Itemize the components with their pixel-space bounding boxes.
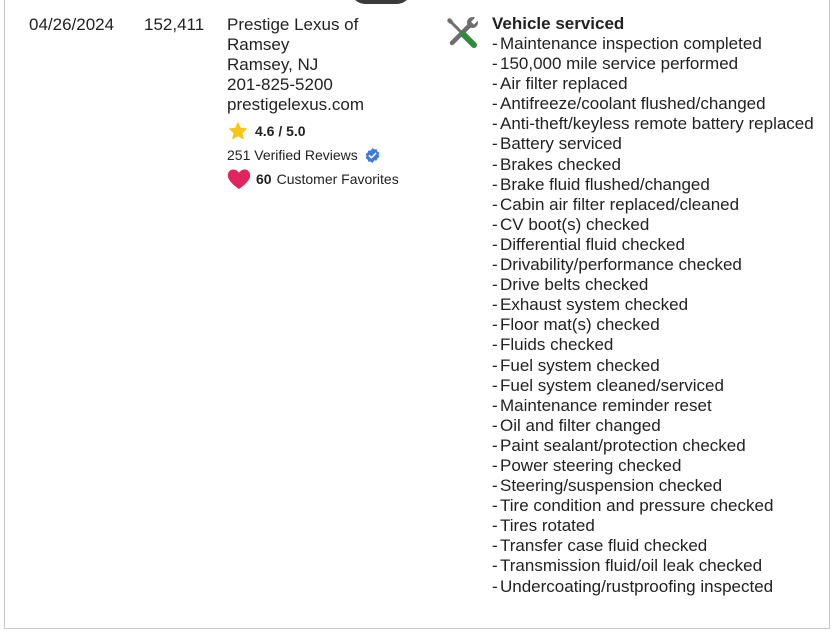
star-icon [227, 120, 249, 142]
service-item [492, 516, 832, 536]
service-item-dash: - [492, 94, 498, 114]
service-item-text: CV boot(s) checked [500, 214, 650, 234]
service-item-text: Anti-theft/keyless remote battery replaced [500, 114, 814, 134]
service-item [492, 255, 832, 275]
service-item-dash: - [492, 234, 498, 254]
service-item-dash: - [492, 114, 498, 134]
favorites-count: 60 [256, 171, 272, 187]
service-item-dash: - [492, 355, 498, 375]
service-item-text: Maintenance inspection completed [500, 34, 762, 53]
service-date: 04/26/2024 [29, 15, 115, 34]
shop-phone[interactable]: 201-825-5200 [227, 75, 333, 94]
service-item-dash: - [492, 154, 498, 174]
shop-rating: 4.6 / 5.0 [255, 123, 306, 139]
service-item-text: Exhaust system checked [500, 295, 689, 315]
service-item [492, 556, 832, 576]
wrench-screwdriver-icon [445, 16, 479, 50]
service-item-dash: - [492, 476, 498, 496]
service-item-dash: - [492, 255, 498, 275]
service-item-text: Oil and filter changed [500, 415, 661, 435]
heart-icon [227, 168, 251, 190]
shop-name-line2[interactable]: Ramsey [227, 35, 290, 54]
service-item-dash: - [492, 536, 498, 556]
service-item [492, 134, 832, 154]
service-item [492, 416, 832, 436]
service-item-dash: - [492, 556, 498, 576]
service-item-dash: - [492, 214, 498, 234]
service-item-text: Cabin air filter replaced/cleaned [500, 194, 740, 214]
verified-badge-icon [364, 147, 381, 164]
service-item-text: Drive belts checked [500, 275, 649, 295]
service-item-text: Air filter replaced [500, 74, 628, 94]
service-title: Vehicle serviced [492, 14, 625, 33]
service-item [492, 536, 832, 556]
service-item [492, 195, 832, 215]
service-item-text: Transmission fluid/oil leak checked [500, 556, 763, 576]
service-item-text: Fuel system checked [500, 355, 660, 375]
service-shop [227, 15, 437, 190]
service-record-card [4, 0, 830, 629]
shop-website[interactable]: prestigelexus.com [227, 95, 365, 114]
service-item [492, 315, 832, 335]
service-item-dash: - [492, 415, 498, 435]
favorites-label: Customer Favorites [276, 171, 399, 187]
service-item-dash: - [492, 275, 498, 295]
service-item-text: Transfer case fluid checked [500, 536, 708, 556]
service-item-dash: - [492, 74, 498, 94]
service-item [492, 295, 832, 315]
service-item-dash: - [492, 194, 498, 214]
shop-reviews-row[interactable] [227, 145, 437, 165]
shop-name-line1[interactable]: Prestige Lexus of [227, 15, 359, 34]
service-item [492, 235, 832, 255]
service-item [492, 275, 832, 295]
service-item [492, 175, 832, 195]
service-items-list [492, 34, 832, 597]
service-item [492, 436, 832, 456]
service-item-text: Paint sealant/protection checked [500, 435, 746, 455]
service-item-text: Floor mat(s) checked [500, 315, 660, 335]
service-item-dash: - [492, 576, 498, 596]
service-item-dash: - [492, 435, 498, 455]
service-item-dash: - [492, 496, 498, 516]
service-item-text: Steering/suspension checked [500, 476, 723, 496]
service-item-dash: - [492, 516, 498, 536]
service-item [492, 74, 832, 94]
service-mileage: 152,411 [144, 15, 205, 34]
service-item-text: Battery serviced [500, 134, 622, 154]
service-item [492, 577, 832, 597]
service-item-dash: - [492, 335, 498, 355]
service-item-dash: - [492, 54, 498, 74]
service-item-text: Brakes checked [500, 154, 621, 174]
service-item-dash: - [492, 375, 498, 395]
service-item [492, 155, 832, 175]
service-item-text: Antifreeze/coolant flushed/changed [500, 94, 766, 114]
service-item-text: Tires rotated [500, 516, 595, 536]
service-item-dash: - [492, 455, 498, 475]
service-item-text: Fluids checked [500, 335, 614, 355]
service-item [492, 215, 832, 235]
service-item-text: Brake fluid flushed/changed [500, 174, 710, 194]
service-item [492, 496, 832, 516]
service-item [492, 34, 832, 54]
top-decoration [351, 0, 411, 4]
service-item-text: Differential fluid checked [500, 234, 685, 254]
service-item-text: Drivability/performance checked [500, 255, 742, 275]
service-item [492, 456, 832, 476]
service-details [492, 14, 832, 597]
service-item-dash: - [492, 134, 498, 154]
service-item-dash: - [492, 395, 498, 415]
service-item [492, 376, 832, 396]
service-item [492, 476, 832, 496]
shop-rating-row [227, 120, 437, 142]
service-item [492, 356, 832, 376]
service-item-text: Power steering checked [500, 455, 682, 475]
service-item-text: Fuel system cleaned/serviced [500, 375, 724, 395]
shop-favorites-row [227, 168, 437, 190]
shop-location: Ramsey, NJ [227, 55, 319, 74]
service-item [492, 335, 832, 355]
service-item [492, 396, 832, 416]
service-item [492, 54, 832, 74]
service-item-text: Tire condition and pressure checked [500, 496, 774, 516]
service-item-text: Undercoating/rustproofing inspected [500, 576, 774, 596]
service-item-text: Maintenance reminder reset [500, 395, 712, 415]
service-item [492, 114, 832, 134]
service-item-dash: - [492, 295, 498, 315]
shop-reviews[interactable]: 251 Verified Reviews [227, 147, 358, 163]
service-item-dash: - [492, 34, 498, 53]
service-item-dash: - [492, 174, 498, 194]
service-item [492, 94, 832, 114]
service-item-dash: - [492, 315, 498, 335]
service-item-text: 150,000 mile service performed [500, 54, 739, 74]
